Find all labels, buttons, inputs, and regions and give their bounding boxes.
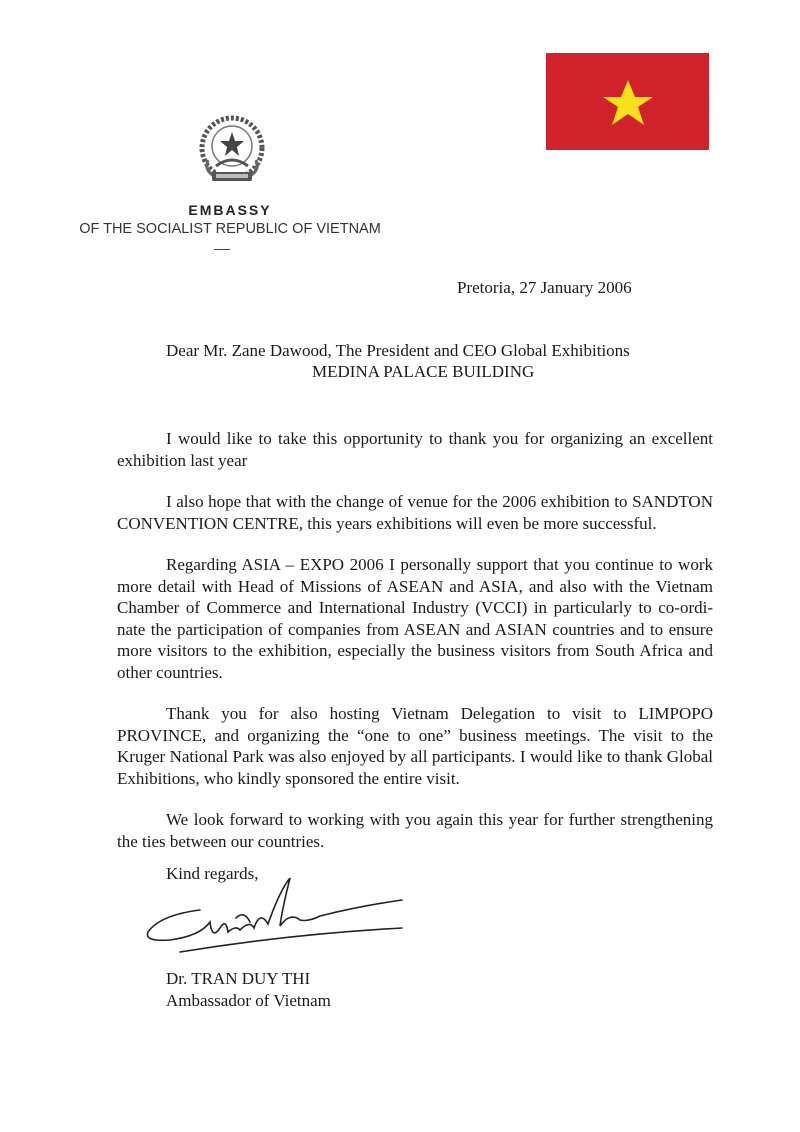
handwritten-signature-icon	[140, 870, 410, 970]
paragraph: I also hope that with the change of venue for the 2006 exhibition to SANDTON CONVENTION CENTRE, this years exhibitions will even be more successful.	[117, 492, 713, 533]
closing: Kind regards,	[166, 864, 259, 883]
paragraph: We look forward to working with you again this year for further strengthening the ties between our countries.	[117, 810, 713, 851]
date-line: Pretoria, 27 January 2006	[457, 278, 632, 297]
letter-body	[117, 428, 713, 872]
paragraph: I would like to take this opportunity to thank you for organizing an excellent exhibition last year	[117, 429, 713, 470]
salutation-line-1: Dear Mr. Zane Dawood, The President and CEO Global Exhibitions	[166, 341, 630, 360]
signer-title: Ambassador of Vietnam	[166, 991, 331, 1010]
letterhead-divider	[214, 249, 230, 250]
paragraph: Thank you for also hosting Vietnam Delegation to visit to LIMPOPO PROVINCE, and organizing the “one to one” business meetings. The visit to the Kruger National Park was also enjoyed by all participants. I would like to thank Global Exhibitions, who kindly sponsored the entire visit.	[117, 704, 713, 788]
signer-block	[166, 968, 331, 1012]
embassy-title: EMBASSY	[188, 202, 272, 218]
vietnam-national-emblem-icon	[186, 110, 278, 195]
vietnam-flag-icon	[546, 53, 709, 150]
signer-name: Dr. TRAN DUY THI	[166, 969, 311, 988]
salutation	[166, 340, 630, 382]
paragraph: Regarding ASIA – EXPO 2006 I personally support that you continue to work more detail with Head of Missions of ASEAN and ASIA, and also with the Vietnam Chamber of Commerce and International Industry (VCCI) in particularly to co-ordi-nate the participation of companies from ASEAN and ASIAN countries and to ensure more visitors to the exhibition, especially the business visitors from South Africa and other countries.	[117, 555, 713, 682]
embassy-subtitle: OF THE SOCIALIST REPUBLIC OF VIETNAM	[79, 221, 381, 237]
salutation-line-2: MEDINA PALACE BUILDING	[312, 362, 535, 381]
